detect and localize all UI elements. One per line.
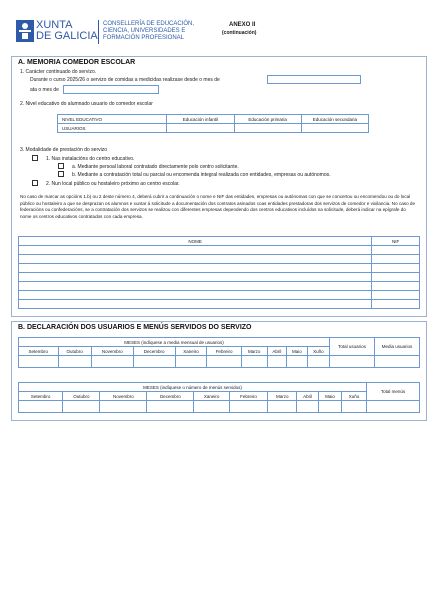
users-value-field[interactable] — [307, 356, 329, 368]
month-header: Decembro — [133, 347, 175, 356]
level-col2: Educación primaria — [234, 115, 301, 124]
month-header: Xuño — [342, 392, 367, 401]
department-name — [103, 21, 194, 42]
provider-name-field[interactable] — [19, 246, 372, 255]
users-secundaria-field[interactable] — [301, 124, 368, 133]
provider-name-field[interactable] — [19, 282, 372, 291]
month-header: Febreiro — [207, 347, 241, 356]
month-header: Maio — [318, 392, 341, 401]
users-table — [18, 337, 420, 368]
provider-row — [19, 300, 420, 309]
option1-checkbox[interactable] — [32, 155, 38, 161]
month-header: Setembro — [19, 347, 59, 356]
level-col0: NIVEL EDUCATIVO — [58, 115, 167, 124]
month-header: Setembro — [19, 392, 63, 401]
provider-row — [19, 291, 420, 300]
users-value-field[interactable] — [287, 356, 308, 368]
users-value-field[interactable] — [58, 356, 91, 368]
total-menus-header: Total menús — [367, 383, 420, 401]
month-header: Abril — [267, 347, 286, 356]
provider-nif-field[interactable] — [372, 282, 420, 291]
provider-name-field[interactable] — [19, 273, 372, 282]
q1-line1: Durante o curso 2025/26 o servizo de comidas a medicidas realizase desde o mes de — [30, 77, 220, 83]
section-b-title: B. DECLARACIÓN DOS USUARIOS E MENÚS SERVIDOS DO SERVIZO — [18, 324, 252, 331]
month-header: Novembro — [100, 392, 147, 401]
note-text: No caso de marcar as opcións 1.b) ou 2 deste número 4, deberá cubrir a continuación o nome e NIF das entidades, empresas ou autónomas con que se concertou ou encomendou ou do local público ou hostaleiro a que se desprazan os alumnos e xuntar á solicitude a documentación dos contratos asinados coas entidades prestadoras dos servizos de comedor e vixilancia. No caso de federacións ou confederacións, se a contratación dos servizos se realizou con diferentes empresas dependendo dos centros educativos incluídos na solicitude, deberá indicar na epígrafe do nome os centros educativos contratados con cada empresa. — [20, 194, 416, 219]
education-levels-table — [57, 114, 369, 133]
logo-divider — [98, 20, 99, 44]
month-header: Xuño — [307, 347, 329, 356]
menus-value-field[interactable] — [342, 401, 367, 413]
users-value-field[interactable] — [241, 356, 267, 368]
end-month-field[interactable] — [63, 85, 159, 94]
provider-row — [19, 282, 420, 291]
option1-label: 1. Nas instalacións do centro educativo. — [46, 156, 135, 162]
month-header: Decembro — [147, 392, 194, 401]
month-header: Abril — [297, 392, 319, 401]
total-users-field[interactable] — [330, 356, 375, 368]
nome-header: NOME — [19, 237, 372, 246]
menus-table — [18, 382, 420, 413]
q1-label: 1. Carácter continuado do servizo. — [20, 69, 97, 75]
month-header: Marzo — [241, 347, 267, 356]
month-header: Outubro — [58, 347, 91, 356]
month-header: Xaneiro — [175, 347, 207, 356]
provider-row — [19, 255, 420, 264]
option1a-checkbox[interactable] — [58, 163, 64, 169]
users-infantil-field[interactable] — [167, 124, 234, 133]
logo-text — [36, 20, 98, 42]
month-header: Novembro — [91, 347, 133, 356]
media-users-header: Media usuarios — [375, 338, 420, 356]
provider-row — [19, 264, 420, 273]
month-header: Maio — [287, 347, 308, 356]
provider-name-field[interactable] — [19, 291, 372, 300]
menus-value-field[interactable] — [268, 401, 297, 413]
total-users-header: Total usuarios — [330, 338, 375, 356]
provider-nif-field[interactable] — [372, 264, 420, 273]
section-a-title: A. MEMORIA COMEDOR ESCOLAR — [18, 59, 136, 66]
users-primaria-field[interactable] — [234, 124, 301, 133]
users-value-field[interactable] — [91, 356, 133, 368]
start-month-field[interactable] — [267, 75, 361, 84]
users-value-field[interactable] — [267, 356, 286, 368]
nif-header: NIF — [372, 237, 420, 246]
provider-name-field[interactable] — [19, 264, 372, 273]
xunta-logo — [16, 20, 34, 42]
providers-table — [18, 236, 420, 309]
dept-line3: FORMACIÓN PROFESIONAL — [103, 35, 185, 41]
option1b-checkbox[interactable] — [58, 171, 64, 177]
dept-line1: CONSELLERÍA DE EDUCACIÓN, — [103, 21, 195, 27]
provider-name-field[interactable] — [19, 300, 372, 309]
menus-value-field[interactable] — [147, 401, 194, 413]
month-header: Marzo — [268, 392, 297, 401]
q3-label: 3. Modalidade de prestación do servizo — [20, 147, 107, 153]
provider-nif-field[interactable] — [372, 300, 420, 309]
media-users-field[interactable] — [375, 356, 420, 368]
menus-value-field[interactable] — [19, 401, 63, 413]
xunta-emblem-icon — [16, 20, 34, 42]
annex-subtitle: (continuación) — [222, 30, 257, 36]
menus-table-header: MESES (indíquese o número de menús servidos) — [19, 383, 367, 392]
menus-value-field[interactable] — [318, 401, 341, 413]
users-value-field[interactable] — [175, 356, 207, 368]
option2-label: 2. Nun local público ou hostaleiro próximo ao centro escolar. — [46, 181, 180, 187]
logo-line1: XUNTA — [36, 19, 73, 31]
option1a-label: a. Mediante persoal laboral contratado directamente polo centro solicitante. — [72, 164, 239, 170]
menus-value-field[interactable] — [297, 401, 319, 413]
provider-nif-field[interactable] — [372, 291, 420, 300]
month-header: Outubro — [63, 392, 100, 401]
provider-row — [19, 246, 420, 255]
dept-line2: CIENCIA, UNIVERSIDADES E — [103, 28, 186, 34]
level-col3: Educación secundaria — [301, 115, 368, 124]
provider-nif-field[interactable] — [372, 273, 420, 282]
total-menus-field[interactable] — [367, 401, 420, 413]
option2-checkbox[interactable] — [32, 180, 38, 186]
provider-name-field[interactable] — [19, 255, 372, 264]
menus-value-field[interactable] — [194, 401, 230, 413]
menus-value-field[interactable] — [100, 401, 147, 413]
provider-nif-field[interactable] — [372, 255, 420, 264]
users-value-field[interactable] — [207, 356, 241, 368]
users-row-label: USUARIOS — [58, 124, 167, 133]
users-value-field[interactable] — [133, 356, 175, 368]
users-value-field[interactable] — [19, 356, 59, 368]
provider-row — [19, 273, 420, 282]
logo-line2: DE GALICIA — [36, 30, 98, 42]
month-header: Xaneiro — [194, 392, 230, 401]
users-table-header: MESES (indíquese a media mensual de usuarios) — [19, 338, 330, 347]
provider-nif-field[interactable] — [372, 246, 420, 255]
menus-value-field[interactable] — [63, 401, 100, 413]
annex-title: ANEXO II — [229, 22, 256, 28]
q2-label: 2. Nivel educativo do alumnado usuario do comedor escolar — [20, 101, 153, 107]
level-col1: Educación infantil — [167, 115, 234, 124]
q1-line2: ata o mes de — [30, 87, 59, 93]
option1b-label: b. Mediante a contratación total ou parcial ou encomenda integral realizada con entidades, empresas ou autónomos. — [72, 172, 331, 178]
menus-value-field[interactable] — [229, 401, 267, 413]
month-header: Febreiro — [229, 392, 267, 401]
